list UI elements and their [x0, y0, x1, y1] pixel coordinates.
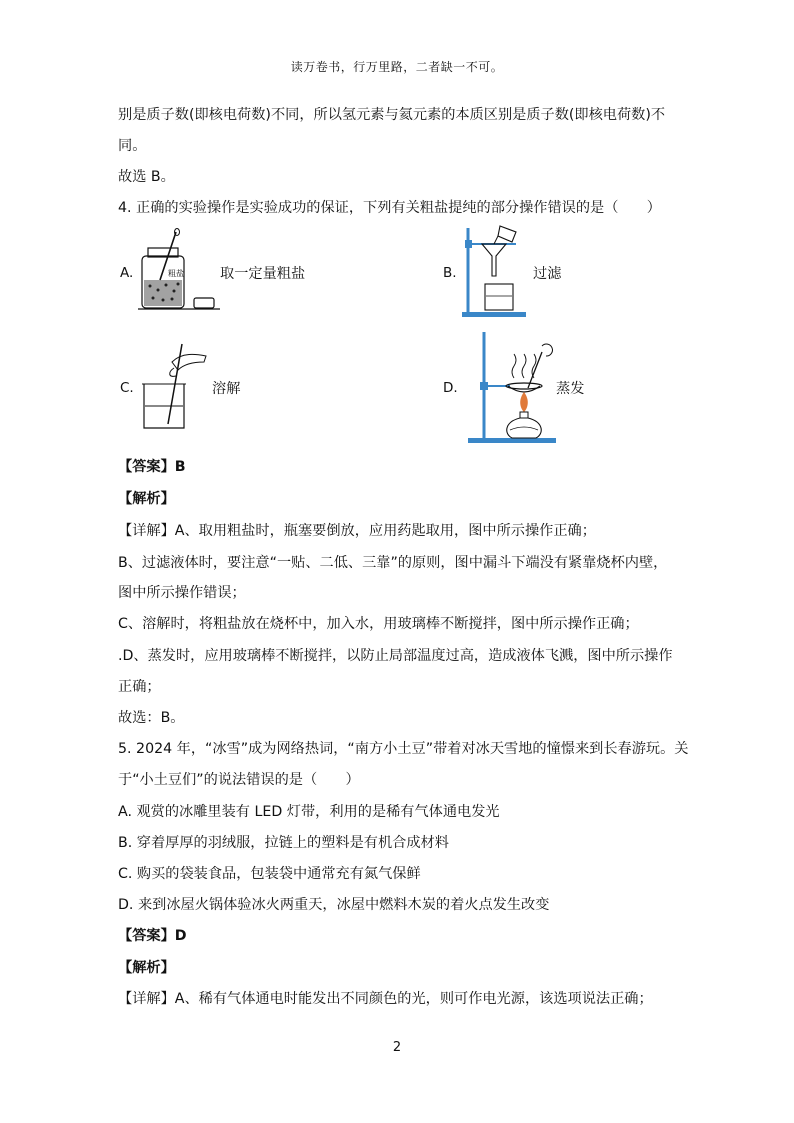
option-a-text: 取一定量粗盐 [220, 266, 306, 282]
salt-jar-figure [138, 228, 220, 316]
question-5-cont: 于“小土豆们”的说法错误的是（ ） [118, 772, 360, 788]
text-line: B、过滤液体时，要注意“一贴、二低、三靠”的原则，图中漏斗下端没有紧靠烧杯内壁， [118, 555, 668, 571]
text-line: 故选：B。 [118, 710, 185, 726]
option-5-c: C. 购买的袋装食品，包装袋中通常充有氮气保鲜 [118, 866, 421, 882]
text-line: 故选 B。 [118, 169, 175, 185]
option-a-label: A. [120, 265, 134, 281]
text-line: 【详解】A、稀有气体通电时能发出不同颜色的光，则可作电光源，该选项说法正确； [118, 991, 653, 1007]
text-line: 【详解】A、取用粗盐时，瓶塞要倒放，应用药匙取用，图中所示操作正确； [118, 523, 596, 539]
text-line: 别是质子数(即核电荷数)不同，所以氢元素与氦元素的本质区别是质子数(即核电荷数)不 [118, 107, 666, 123]
question-4: 4. 正确的实验操作是实验成功的保证，下列有关粗盐提纯的部分操作错误的是（ ） [118, 200, 661, 216]
page-number: 2 [392, 1040, 402, 1055]
text-line: 正确； [118, 679, 161, 695]
option-5-b: B. 穿着厚厚的羽绒服，拉链上的塑料是有机合成材料 [118, 835, 449, 851]
evaporation-figure [462, 330, 562, 446]
text-line: 同。 [118, 138, 147, 154]
analysis-4-heading: 【解析】 [118, 491, 175, 507]
option-b-text: 过滤 [533, 266, 562, 282]
text-line: .D、蒸发时，应用玻璃棒不断搅拌，以防止局部温度过高，造成液体飞溅，图中所示操作 [118, 648, 673, 664]
page-header: 读万卷书，行万里路，二者缺一不可。 [290, 60, 504, 74]
analysis-5-heading: 【解析】 [118, 960, 175, 976]
question-5: 5. 2024 年，“冰雪”成为网络热词，“南方小土豆”带着对冰天雪地的憧憬来到长春游玩。关 [118, 741, 689, 757]
jar-label: 粗盐 [168, 269, 184, 278]
option-c-text: 溶解 [212, 381, 241, 397]
option-5-a: A. 观赏的冰雕里装有 LED 灯带，利用的是稀有气体通电发光 [118, 804, 500, 820]
answer-4: 【答案】B [118, 459, 186, 475]
text-line: C、溶解时，将粗盐放在烧杯中，加入水，用玻璃棒不断搅拌，图中所示操作正确； [118, 616, 639, 632]
option-d-label: D. [443, 380, 458, 396]
text-line: 图中所示操作错误； [118, 585, 246, 601]
option-b-label: B. [443, 265, 457, 281]
option-c-label: C. [120, 380, 134, 396]
filtration-figure [460, 224, 530, 320]
answer-5: 【答案】D [118, 928, 187, 944]
dissolving-figure [138, 340, 210, 432]
option-d-text: 蒸发 [556, 381, 585, 397]
option-5-d: D. 来到冰屋火锅体验冰火两重天，冰屋中燃料木炭的着火点发生改变 [118, 897, 550, 913]
